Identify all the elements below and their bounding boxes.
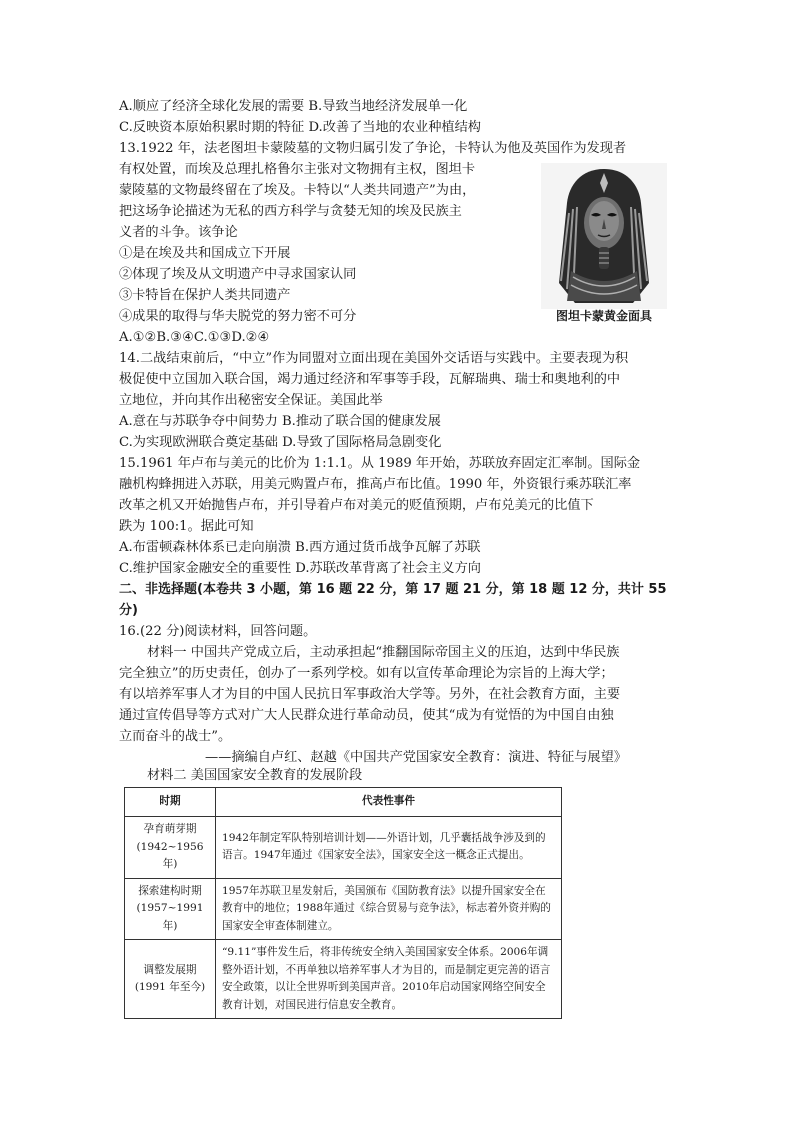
q13-line-3: 蒙陵墓的文物最终留在了埃及。卡特以“人类共同遗产”为由， (119, 183, 476, 198)
table-row (125, 940, 562, 1019)
q14-options-line-2: C.为实现欧洲联合奠定基础 D.导致了国际格局急剧变化 (119, 435, 442, 450)
q13-option-4: ④成果的取得与华夫脱党的努力密不可分 (119, 309, 357, 324)
q16-material1-line-2: 完全独立”的历史责任，创办了一系列学校。如有以宣传革命理论为宗旨的上海大学； (119, 666, 614, 681)
q15-options-line-2: C.维护国家金融安全的重要性 D.苏联改革背离了社会主义方向 (119, 561, 481, 576)
mask-caption: 图坦卡蒙黄金面具 (555, 309, 652, 323)
q16-material1-line-4: 通过宣传倡导等方式对广大人民群众进行革命动员，使其“成为有觉悟的为中国自由独 (119, 708, 614, 723)
q13-line-2: 有权处置，而埃及总理扎格鲁尔主张对文物拥有主权，图坦卡 (119, 162, 476, 177)
q16-source: ——摘编自卢红、赵越《中国共产党国家安全教育：演进、特征与展望》 (205, 750, 627, 765)
q13-line-5: 义者的斗争。该争论 (119, 225, 238, 240)
q15-line-1: 15.1961 年卢布与美元的比价为 1:1.1。从 1989 年开始，苏联放弃固定汇率制。国际金 (119, 456, 641, 471)
q15-line-3: 改革之机又开始抛售卢布，并引导着卢布对美元的贬值预期，卢布兑美元的比值下 (119, 498, 594, 513)
period-name: 调整发展期 (143, 963, 197, 976)
q13-option-2: ②体现了埃及从文明遗产中寻求国家认同 (119, 267, 357, 282)
q15-options-line-1: A.布雷顿森林体系已走向崩溃 B.西方通过货币战争瓦解了苏联 (119, 540, 481, 555)
q16-material2-title: 材料二 美国国家安全教育的发展阶段 (147, 768, 363, 783)
q13-option-3: ③卡特旨在保护人类共同遗产 (119, 288, 291, 303)
q16-material1-line-5: 立而奋斗的战士”。 (119, 729, 232, 744)
q13-option-1: ①是在埃及共和国成立下开展 (119, 246, 291, 261)
table-row (125, 817, 562, 879)
q16-intro: 16.(22 分)阅读材料，回答问题。 (119, 624, 317, 639)
q14-line-1: 14.二战结束前后，“中立”作为同盟对立面出现在美国外交话语与实践中。主要表现为积 (119, 351, 629, 366)
mask-image (541, 163, 667, 309)
table-header-row (125, 788, 562, 817)
q15-line-4: 跌为 100:1。据此可知 (119, 519, 254, 534)
table-row (125, 878, 562, 940)
section-2-heading: 二、非选择题(本卷共 3 小题，第 16 题 22 分，第 17 题 21 分，第 18 题 12 分，共计 55 (119, 582, 667, 597)
period-cell (125, 817, 216, 879)
event-cell: 1942年制定军队特别培训计划——外语计划，几乎囊括战争涉及到的语言。1947年通过《国家安全法》，国家安全这一概念正式提出。 (216, 817, 562, 879)
tutankhamun-mask-figure (531, 155, 677, 333)
q14-line-3: 立地位，并向其作出秘密安全保证。美国此举 (119, 393, 383, 408)
q12-options-line-2: C.反映资本原始积累时期的特征 D.改善了当地的农业种植结构 (119, 120, 481, 135)
us-security-education-table (124, 787, 562, 1019)
header-period: 时期 (125, 788, 216, 817)
q15-line-2: 融机构蜂拥进入苏联，用美元购置卢布，推高卢布比值。1990 年，外资银行乘苏联汇率 (119, 477, 632, 492)
q16-material1-line-1: 材料一 中国共产党成立后，主动承担起“推翻国际帝国主义的压迫，达到中华民族 (147, 645, 620, 660)
q14-options-line-1: A.意在与苏联争夺中间势力 B.推动了联合国的健康发展 (119, 414, 441, 429)
q12-options-line-1: A.顺应了经济全球化发展的需要 B.导致当地经济发展单一化 (119, 99, 468, 114)
period-cell (125, 940, 216, 1019)
period-years: (1991 年至今) (134, 981, 206, 993)
event-cell: “9.11”事件发生后，将非传统安全纳入美国国家安全体系。2006年调整外语计划，不再单独以培养军事人才为目的，而是制定更完善的语言安全政策，以让全世界听到美国声音。2010年启动国家网络空间安全教育计划，对国民进行信息安全教育。 (216, 940, 562, 1019)
event-cell: 1957年苏联卫星发射后，美国颁布《国防教育法》以提升国家安全在教育中的地位；1988年通过《综合贸易与竞争法》，标志着外资并购的国家安全审查体制建立。 (216, 878, 562, 940)
period-name: 孕育萌芽期 (143, 823, 197, 835)
q16-material1-line-3: 有以培养军事人才为目的中国人民抗日军事政治大学等。另外，在社会教育方面，主要 (119, 687, 621, 702)
period-years: (1942~1956 年) (136, 840, 204, 870)
section-2-heading-cont: 分) (119, 603, 138, 618)
q13-line-1: 13.1922 年，法老图坦卡蒙陵墓的文物归属引发了争论，卡特认为他及英国作为发现者 (119, 141, 627, 156)
q13-answer-choices: A.①②B.③④C.①③D.②④ (119, 330, 270, 345)
period-name: 探索建构时期 (138, 884, 202, 897)
period-cell (125, 878, 216, 940)
q14-line-2: 极促使中立国加入联合国，竭力通过经济和军事等手段，瓦解瑞典、瑞士和奥地利的中 (119, 372, 621, 387)
q13-line-4: 把这场争论描述为无私的西方科学与贪婪无知的埃及民族主 (119, 204, 462, 219)
period-years: (1957~1991 年) (136, 902, 204, 932)
header-event: 代表性事件 (216, 788, 562, 817)
